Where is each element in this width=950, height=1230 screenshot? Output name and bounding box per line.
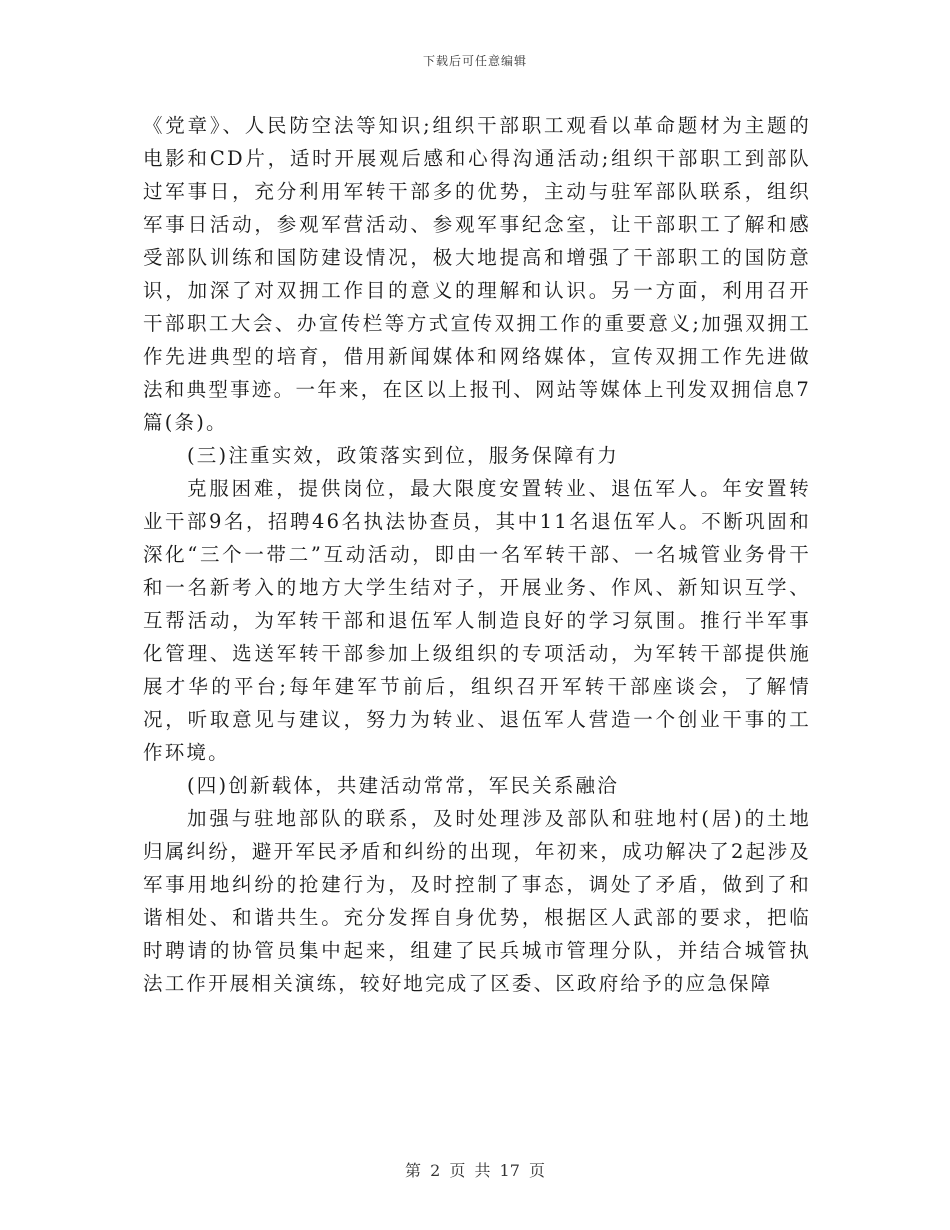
paragraph-section-4: 加强与驻地部队的联系，及时处理涉及部队和驻地村(居)的土地归属纠纷，避开军民矛盾和纠纷的出现，年初来，成功解决了2起涉及军事用地纠纷的抢建行为，及时控制了事态，调处了矛盾，做到了和谐相处、和谐共生。充分发挥自身优势，根据区人武部的要求，把临时聘请的协管员集中起来，组建了民兵城市管理分队，并结合城管执法工作开展相关演练，较好地完成了区委、区政府给予的应急保障 bbox=[143, 807, 811, 995]
page-number: 第 2 页 共 17 页 bbox=[405, 1161, 545, 1180]
document-body bbox=[143, 109, 811, 1000]
section-heading-4: (四)创新载体，共建活动常常，军民关系融洽 bbox=[187, 774, 619, 797]
section-heading-3: (三)注重实效，政策落实到位，服务保障有力 bbox=[187, 444, 619, 467]
paragraph-section-3: 克服困难，提供岗位，最大限度安置转业、退伍军人。年安置转业干部9名，招聘46名执法协查员，其中11名退伍军人。不断巩固和深化“三个一带二”互动活动，即由一名军转干部、一名城管业务骨干和一名新考入的地方大学生结对子，开展业务、作风、新知识互学、互帮活动，为军转干部和退伍军人制造良好的学习氛围。推行半军事化管理、选送军转干部参加上级组织的专项活动，为军转干部提供施展才华的平台;每年建军节前后，组织召开军转干部座谈会，了解情况，听取意见与建议，努力为转业、退伍军人营造一个创业干事的工作环境。 bbox=[143, 477, 811, 764]
paragraph-continued: 《党章》、人民防空法等知识;组织干部职工观看以革命题材为主题的电影和CD片，适时开展观后感和心得沟通活动;组织干部职工到部队过军事日，充分利用军转干部多的优势，主动与驻军部队联系，组织军事日活动，参观军营活动、参观军事纪念室，让干部职工了解和感受部队训练和国防建设情况，极大地提高和增强了干部职工的国防意识，加深了对双拥工作目的意义的理解和认识。另一方面，利用召开干部职工大会、办宣传栏等方式宣传双拥工作的重要意义;加强双拥工作先进典型的培育，借用新闻媒体和网络媒体，宣传双拥工作先进做法和典型事迹。一年来，在区以上报刊、网站等媒体上刊发双拥信息7篇(条)。 bbox=[143, 114, 811, 434]
page-header: 下载后可任意编辑 bbox=[422, 54, 527, 68]
